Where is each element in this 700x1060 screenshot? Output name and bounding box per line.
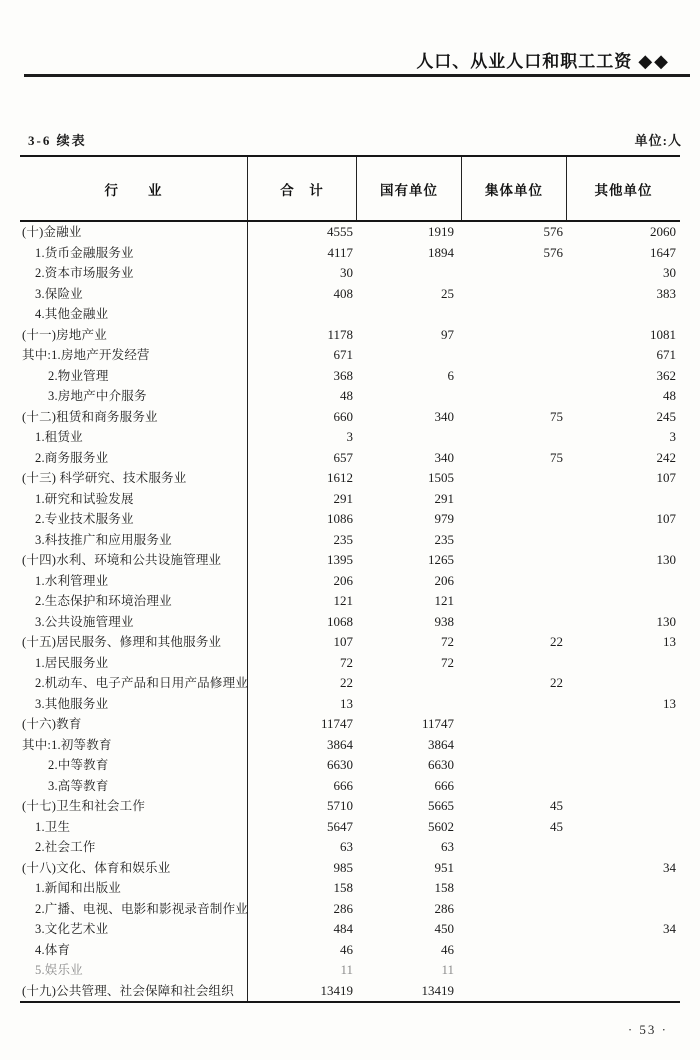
table-row xyxy=(20,366,680,387)
state-owned-cell: 6 xyxy=(447,367,454,383)
collective-cell xyxy=(462,653,567,674)
state-owned-cell: 121 xyxy=(434,593,454,608)
industry-name-cell: 2.物业管理 xyxy=(20,366,248,387)
total-cell: 408 xyxy=(333,285,353,301)
state-owned-cell: 1894 xyxy=(428,244,454,260)
state-owned-cell: 291 xyxy=(434,490,454,506)
total-cell: 6630 xyxy=(327,757,353,772)
state-owned-cell: 72 xyxy=(441,634,454,649)
other-cell xyxy=(567,878,680,899)
other-cell xyxy=(567,530,680,551)
collective-cell xyxy=(462,263,567,284)
state-owned-cell: 13419 xyxy=(421,982,454,998)
state-owned-cell: 5602 xyxy=(428,818,454,834)
table-row xyxy=(20,325,680,346)
other-cell xyxy=(567,837,680,858)
table-row xyxy=(20,694,680,715)
industry-name-cell: 2.资本市场服务业 xyxy=(20,263,248,284)
collective-cell xyxy=(462,386,567,407)
table-row xyxy=(20,960,680,981)
table-row xyxy=(20,386,680,407)
other-cell: 245 xyxy=(656,408,676,424)
collective-cell: 576 xyxy=(543,244,563,260)
total-cell: 4117 xyxy=(327,244,353,260)
header-rule xyxy=(24,74,690,77)
industry-name-cell: (十二)租赁和商务服务业 xyxy=(20,407,248,428)
total-cell: 5647 xyxy=(327,818,353,834)
industry-name-cell: 3.公共设施管理业 xyxy=(20,612,248,633)
table-row xyxy=(20,837,680,858)
state-owned-cell: 979 xyxy=(434,511,454,526)
collective-cell xyxy=(462,919,567,940)
total-cell: 671 xyxy=(333,347,353,362)
state-owned-cell xyxy=(357,345,462,366)
industry-name-cell: (十四)水利、环境和公共设施管理业 xyxy=(20,550,248,571)
table-body xyxy=(20,222,680,1003)
collective-cell xyxy=(462,940,567,961)
table-row xyxy=(20,817,680,838)
other-cell: 1647 xyxy=(650,244,676,260)
state-owned-cell xyxy=(357,386,462,407)
state-owned-cell: 72 xyxy=(441,654,454,670)
table-row xyxy=(20,489,680,510)
unit-label: 单位:人 xyxy=(634,133,682,148)
other-cell xyxy=(567,489,680,510)
state-owned-cell: 1505 xyxy=(428,470,454,485)
table-row xyxy=(20,981,680,1002)
table-row xyxy=(20,878,680,899)
other-cell xyxy=(567,817,680,838)
total-cell: 121 xyxy=(333,593,353,608)
table-header-row xyxy=(20,155,680,222)
industry-name-cell: 1.货币金融服务业 xyxy=(20,243,248,264)
collective-cell xyxy=(462,550,567,571)
state-owned-cell xyxy=(357,304,462,325)
other-cell xyxy=(567,735,680,756)
state-owned-cell: 286 xyxy=(434,900,454,916)
industry-name-cell: (十六)教育 xyxy=(20,714,248,735)
industry-name-cell: (十三) 科学研究、技术服务业 xyxy=(20,468,248,489)
state-owned-cell: 1919 xyxy=(428,224,454,239)
collective-cell xyxy=(462,755,567,776)
state-owned-cell: 158 xyxy=(434,880,454,895)
industry-name-cell: 2.中等教育 xyxy=(20,755,248,776)
other-cell xyxy=(567,304,680,325)
industry-name-cell: 3.其他服务业 xyxy=(20,694,248,715)
total-cell: 13 xyxy=(340,695,353,711)
table-row xyxy=(20,243,680,264)
other-cell: 48 xyxy=(663,388,676,403)
industry-name-cell: 2.商务服务业 xyxy=(20,448,248,469)
other-cell: 130 xyxy=(656,613,676,629)
total-cell: 657 xyxy=(333,449,353,465)
table-row xyxy=(20,345,680,366)
state-owned-cell: 235 xyxy=(434,531,454,547)
column-header-industry: 行 业 xyxy=(20,157,248,220)
other-cell xyxy=(567,981,680,1002)
industry-name-cell: 1.水利管理业 xyxy=(20,571,248,592)
other-cell: 1081 xyxy=(650,326,676,342)
other-cell: 362 xyxy=(656,367,676,383)
table-row xyxy=(20,550,680,571)
table-row xyxy=(20,284,680,305)
table-row xyxy=(20,591,680,612)
industry-name-cell: 4.其他金融业 xyxy=(20,304,248,325)
total-cell: 3864 xyxy=(327,736,353,752)
industry-name-cell: 其中:1.房地产开发经营 xyxy=(20,345,248,366)
column-header-collective: 集体单位 xyxy=(462,157,567,220)
state-owned-cell: 63 xyxy=(441,839,454,854)
collective-cell xyxy=(462,571,567,592)
other-cell: 242 xyxy=(656,449,676,465)
total-cell: 1612 xyxy=(327,470,353,485)
total-cell: 291 xyxy=(333,490,353,506)
other-cell xyxy=(567,796,680,817)
column-header-state-owned: 国有单位 xyxy=(357,157,462,220)
industry-name-cell: (十九)公共管理、社会保障和社会组织 xyxy=(20,981,248,1002)
industry-name-cell: 1.新闻和出版业 xyxy=(20,878,248,899)
state-owned-cell: 951 xyxy=(434,859,454,875)
industry-name-cell: 其中:1.初等教育 xyxy=(20,735,248,756)
collective-cell xyxy=(462,735,567,756)
collective-cell: 22 xyxy=(550,675,563,690)
collective-cell xyxy=(462,612,567,633)
page-number: · 53 · xyxy=(627,1022,668,1037)
collective-cell xyxy=(462,694,567,715)
collective-cell xyxy=(462,899,567,920)
table-row xyxy=(20,899,680,920)
collective-cell xyxy=(462,468,567,489)
total-cell: 158 xyxy=(333,880,353,895)
other-cell: 3 xyxy=(669,429,676,444)
other-cell xyxy=(567,776,680,797)
other-cell: 13 xyxy=(663,634,676,649)
state-owned-cell: 5665 xyxy=(428,798,454,813)
state-owned-cell: 11747 xyxy=(421,716,454,731)
collective-cell xyxy=(462,776,567,797)
collective-cell: 45 xyxy=(550,818,563,834)
state-owned-cell xyxy=(357,427,462,448)
table-row xyxy=(20,530,680,551)
collective-cell xyxy=(462,960,567,981)
state-owned-cell: 6630 xyxy=(428,757,454,772)
total-cell: 48 xyxy=(340,388,353,403)
total-cell: 46 xyxy=(340,941,353,957)
column-header-other: 其他单位 xyxy=(594,182,653,198)
industry-name-cell: 3.高等教育 xyxy=(20,776,248,797)
industry-name-cell: 2.专业技术服务业 xyxy=(20,509,248,530)
total-cell: 13419 xyxy=(320,982,353,998)
total-cell: 1178 xyxy=(327,326,353,342)
collective-cell xyxy=(462,714,567,735)
state-owned-cell: 340 xyxy=(434,408,454,424)
table-row xyxy=(20,571,680,592)
running-head-title: 人口、从业人口和职工工资 xyxy=(416,52,633,71)
industry-name-cell: 3.保险业 xyxy=(20,284,248,305)
table-row xyxy=(20,858,680,879)
table-row xyxy=(20,776,680,797)
total-cell: 484 xyxy=(333,921,353,936)
total-cell: 666 xyxy=(333,777,353,793)
total-cell: 3 xyxy=(346,429,353,444)
other-cell xyxy=(567,653,680,674)
total-cell: 4555 xyxy=(327,224,353,239)
other-cell: 107 xyxy=(656,470,676,485)
state-owned-cell: 340 xyxy=(434,449,454,465)
other-cell: 107 xyxy=(656,511,676,526)
collective-cell xyxy=(462,878,567,899)
state-owned-cell: 25 xyxy=(441,285,454,301)
table-row xyxy=(20,735,680,756)
table-row xyxy=(20,796,680,817)
state-owned-cell: 938 xyxy=(434,613,454,629)
other-cell xyxy=(567,755,680,776)
collective-cell xyxy=(462,366,567,387)
other-cell xyxy=(567,673,680,694)
collective-cell: 576 xyxy=(543,224,563,239)
collective-cell xyxy=(462,489,567,510)
table-row xyxy=(20,263,680,284)
collective-cell xyxy=(462,325,567,346)
industry-name-cell: 2.生态保护和环境治理业 xyxy=(20,591,248,612)
other-cell: 30 xyxy=(663,265,676,280)
industry-name-cell: 1.租赁业 xyxy=(20,427,248,448)
total-cell xyxy=(248,304,357,325)
collective-cell xyxy=(462,304,567,325)
table-row xyxy=(20,407,680,428)
total-cell: 1068 xyxy=(327,613,353,629)
state-owned-cell: 3864 xyxy=(428,736,454,752)
industry-name-cell: (十一)房地产业 xyxy=(20,325,248,346)
industry-name-cell: 3.文化艺术业 xyxy=(20,919,248,940)
industry-name-cell: 2.社会工作 xyxy=(20,837,248,858)
table-row xyxy=(20,304,680,325)
total-cell: 368 xyxy=(333,367,353,383)
other-cell: 130 xyxy=(656,552,676,567)
table-row xyxy=(20,509,680,530)
other-cell: 34 xyxy=(663,859,676,875)
state-owned-cell: 206 xyxy=(434,572,454,588)
other-cell: 671 xyxy=(656,347,676,362)
collective-cell xyxy=(462,284,567,305)
collective-cell xyxy=(462,530,567,551)
industry-name-cell: 1.研究和试验发展 xyxy=(20,489,248,510)
industry-name-cell: (十七)卫生和社会工作 xyxy=(20,796,248,817)
other-cell: 2060 xyxy=(650,224,676,239)
other-cell xyxy=(567,899,680,920)
total-cell: 286 xyxy=(333,900,353,916)
industry-name-cell: 2.广播、电视、电影和影视录音制作业 xyxy=(20,899,248,920)
total-cell: 1086 xyxy=(327,511,353,526)
collective-cell xyxy=(462,345,567,366)
state-owned-cell xyxy=(357,263,462,284)
industry-name-cell: 1.居民服务业 xyxy=(20,653,248,674)
state-owned-cell: 450 xyxy=(434,921,454,936)
collective-cell xyxy=(462,837,567,858)
table-row xyxy=(20,632,680,653)
industry-name-cell: (十五)居民服务、修理和其他服务业 xyxy=(20,632,248,653)
table-row xyxy=(20,448,680,469)
collective-cell xyxy=(462,981,567,1002)
table-row xyxy=(20,940,680,961)
industry-name-cell: (十八)文化、体育和娱乐业 xyxy=(20,858,248,879)
total-cell: 11747 xyxy=(320,716,353,731)
industry-name-cell: 2.机动车、电子产品和日用产品修理业 xyxy=(20,673,248,694)
total-cell: 1395 xyxy=(327,552,353,567)
total-cell: 11 xyxy=(340,962,353,977)
table-row xyxy=(20,919,680,940)
other-cell: 34 xyxy=(663,921,676,936)
total-cell: 5710 xyxy=(327,798,353,813)
collective-cell: 45 xyxy=(550,798,563,813)
state-owned-cell xyxy=(357,694,462,715)
table-row xyxy=(20,714,680,735)
other-cell: 13 xyxy=(663,695,676,711)
collective-cell xyxy=(462,591,567,612)
industry-name-cell: 1.卫生 xyxy=(20,817,248,838)
collective-cell: 75 xyxy=(550,408,563,424)
other-cell xyxy=(567,591,680,612)
table-row xyxy=(20,653,680,674)
total-cell: 206 xyxy=(333,572,353,588)
total-cell: 72 xyxy=(340,654,353,670)
state-owned-cell: 97 xyxy=(441,326,454,342)
table-number-label: 3-6 续表 xyxy=(28,133,87,148)
state-owned-cell xyxy=(357,673,462,694)
total-cell: 660 xyxy=(333,408,353,424)
state-owned-cell: 666 xyxy=(434,777,454,793)
table-row xyxy=(20,468,680,489)
state-owned-cell: 1265 xyxy=(428,552,454,567)
other-cell xyxy=(567,714,680,735)
table-row xyxy=(20,673,680,694)
industry-name-cell: 4.体育 xyxy=(20,940,248,961)
industry-name-cell: 5.娱乐业 xyxy=(20,960,248,981)
collective-cell xyxy=(462,509,567,530)
total-cell: 235 xyxy=(333,531,353,547)
other-cell: 383 xyxy=(656,285,676,301)
collective-cell: 22 xyxy=(550,634,563,649)
other-cell xyxy=(567,960,680,981)
collective-cell xyxy=(462,858,567,879)
total-cell: 107 xyxy=(333,634,353,649)
collective-cell xyxy=(462,427,567,448)
other-cell xyxy=(567,940,680,961)
industry-name-cell: 3.科技推广和应用服务业 xyxy=(20,530,248,551)
total-cell: 985 xyxy=(333,859,353,875)
table-row xyxy=(20,755,680,776)
running-head xyxy=(416,47,670,72)
total-cell: 63 xyxy=(340,839,353,854)
industry-statistics-table xyxy=(20,155,680,1003)
table-row xyxy=(20,222,680,243)
state-owned-cell: 46 xyxy=(441,941,454,957)
diamond-marks-icon: ◆◆ xyxy=(638,51,670,71)
other-cell xyxy=(567,571,680,592)
collective-cell: 75 xyxy=(550,449,563,465)
industry-name-cell: (十)金融业 xyxy=(20,222,248,243)
column-header-total: 合 计 xyxy=(248,157,357,220)
total-cell: 22 xyxy=(340,675,353,690)
table-row xyxy=(20,427,680,448)
state-owned-cell: 11 xyxy=(441,962,454,977)
total-cell: 30 xyxy=(340,265,353,280)
table-row xyxy=(20,612,680,633)
industry-name-cell: 3.房地产中介服务 xyxy=(20,386,248,407)
